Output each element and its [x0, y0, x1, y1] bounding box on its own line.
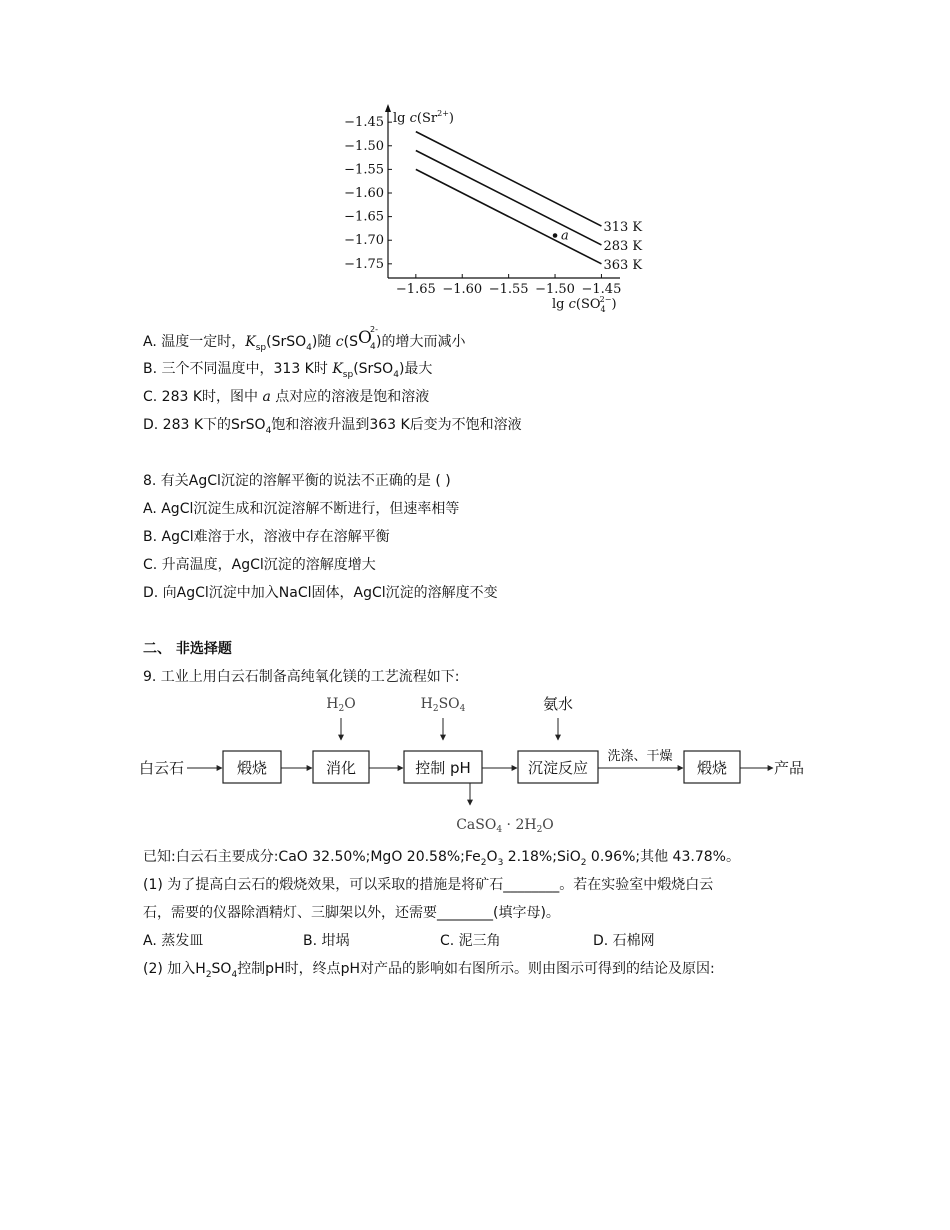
q9-known-composition: 已知:白云石主要成分:CaO 32.50%;MgO $20.58\%;Fe_2O_3$ 2.18%;SiO$_2$ 0.96%;其他 43.78%。 [143, 849, 740, 868]
y-tick-label: −1.70 [344, 233, 384, 249]
section-title: 二、 非选择题 [143, 641, 232, 657]
q7-option-d: D. 283 K下的SrSO$_4$饱和溶液升温到363 K后变为不饱和溶液 [143, 417, 522, 436]
x-tick-label: −1.55 [488, 282, 529, 297]
y-axis-arrow [385, 104, 391, 112]
series-label-283-K: 283 K [603, 238, 643, 254]
y-axis-label: $\lg c(Sr^{2+})$ [393, 109, 454, 126]
q9-stem: 9. 工业上用白云石制备高纯氧化镁的工艺流程如下: [143, 669, 460, 685]
q9-option-d: D. 石棉网 [593, 933, 655, 949]
x-axis-label: $\lg c(SO_42-)$ [552, 295, 617, 314]
series-line-283-K [416, 151, 602, 245]
flow-input-ammonia: 氨水 [542, 695, 574, 713]
y-tick-label: −1.45 [344, 115, 384, 131]
series-label-363-K: 363 K [603, 257, 643, 273]
x-tick-label: −1.45 [581, 282, 622, 297]
series-line-313-K [416, 132, 602, 226]
q9-part1-line2: 石，需要的仪器除酒精灯、三脚架以外，还需要________(填字母)。 [143, 905, 560, 921]
series-label-313-K: 313 K [603, 220, 643, 236]
x-tick-label: −1.60 [442, 282, 483, 297]
x-tick-label: −1.65 [395, 282, 436, 297]
point-a-label: a [561, 228, 569, 244]
q8-option-c: C. 升高温度，AgCl沉淀的溶解度增大 [143, 557, 376, 573]
q9-part2: (2) 加入$H_2SO_4$控制pH时，终点pH对产品的影响如右图所示。则由图示可得到的结论及原因: [143, 961, 715, 980]
q9-option-a: A. 蒸发皿 [143, 933, 204, 949]
q8-option-d: D. 向AgCl沉淀中加入NaCl固体，AgCl沉淀的溶解度不变 [143, 585, 498, 601]
q7-option-a: A. 温度一定时，$K_{sp}(SrSO_4)$随 c(SO 2- 4 )的增大而减小 [143, 325, 466, 353]
flow-output-gypsum: CaSO$_4$ · $2H_2O$ [456, 817, 554, 835]
process-flow-diagram [137, 690, 817, 840]
y-tick-label: −1.55 [344, 162, 384, 178]
q8-option-b: B. AgCl难溶于水，溶液中存在溶解平衡 [143, 529, 390, 545]
q7-option-c: C. 283 K时，图中 a 点对应的溶液是饱和溶液 [143, 389, 430, 405]
flow-input-water: $H_2O$ [326, 696, 356, 714]
q9-option-c: C. 泥三角 [440, 933, 501, 949]
q9-option-b: B. 坩埚 [303, 933, 350, 949]
y-tick-label: −1.75 [344, 256, 384, 272]
y-tick-label: −1.50 [344, 138, 384, 154]
q8-stem: 8. 有关AgCl沉淀的溶解平衡的说法不正确的是 ( ) [143, 473, 451, 489]
svg-text:控制 pH: 控制 pH [415, 759, 471, 777]
x-tick-label: −1.50 [535, 282, 575, 297]
q9-part1-line1: (1) 为了提高白云石的煅烧效果，可以采取的措施是将矿石________。若在实验室中煅烧白云 [143, 877, 714, 893]
y-tick-label: −1.65 [344, 209, 384, 225]
svg-text:煅烧: 煅烧 [236, 759, 268, 777]
srso4-solubility-chart [330, 100, 643, 320]
svg-text:沉淀反应: 沉淀反应 [527, 759, 589, 777]
svg-text:消化: 消化 [325, 759, 357, 777]
y-tick-label: −1.60 [344, 186, 384, 201]
flow-input-sulfuric-acid: $H_2SO_4$ [420, 696, 466, 714]
flow-end-label: 产品 [774, 759, 805, 777]
flow-wash-label: 洗涤、干燥 [607, 749, 673, 764]
point-a-marker [553, 233, 558, 238]
q8-option-a: A. AgCl沉淀生成和沉淀溶解不断进行，但速率相等 [143, 501, 460, 517]
q7-option-b: B. 三个不同温度中，313 K时 $K_{sp}(SrSO_4)$最大 [143, 361, 433, 380]
svg-text:煅烧: 煅烧 [696, 759, 728, 777]
series-line-363-K [416, 169, 602, 263]
flow-start-label: 白云石 [139, 759, 185, 777]
